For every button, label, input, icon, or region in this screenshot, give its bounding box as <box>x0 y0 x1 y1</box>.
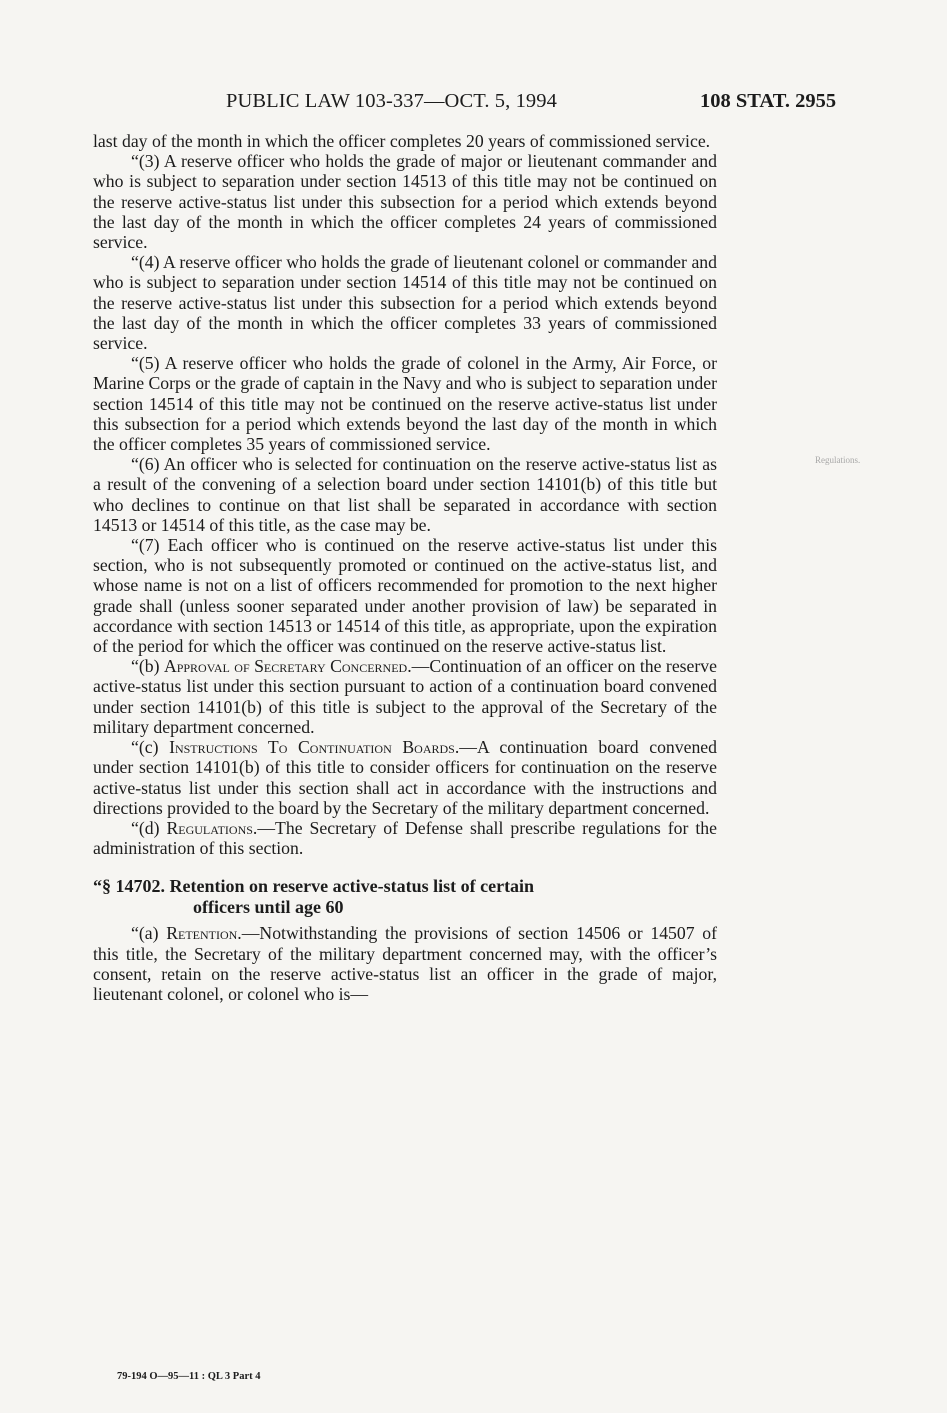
subsection-b-heading: Approval of Secretary Concerned. <box>163 656 412 677</box>
subsection-a-retention <box>93 923 717 1004</box>
paragraph-6: “(6) An officer who is selected for continuation on the reserve active-status list as a result of the convening of a selection board under section 14101(b) of this title but who declines to continue on that list shall be separated in accordance with section 14513 or 14514 of this title, as the case may be. <box>93 454 717 535</box>
paragraph-4: “(4) A reserve officer who holds the grade of lieutenant colonel or commander and who is subject to separation under section 14514 of this title may not be continued on the reserve active-status list under this subsection for a period which extends beyond the last day of the month in which the officer completes 33 years of commissioned service. <box>93 252 717 354</box>
subsection-d-prefix: “(d) <box>131 817 167 838</box>
retention-text: —Notwithstanding the provisions of section 14506 or 14507 of this title, the Secretary of the military department concerned may, with the officer’s consent, retain on the reserve active-status list an officer in the grade of major, lieutenant colonel, or colonel who is— <box>93 923 717 1004</box>
retention-prefix: “(a) <box>131 923 167 944</box>
section-heading <box>93 876 717 917</box>
subsection-d-text: —The Secretary of Defense shall prescribe regulations for the administration of this section. <box>93 817 717 859</box>
paragraph-3: “(3) A reserve officer who holds the grade of major or lieutenant commander and who is subject to separation under section 14513 of this title may not be continued on the reserve active-status list under this subsection for a period which extends beyond the last day of the month in which the officer completes 24 years of commissioned service. <box>93 151 717 253</box>
subsection-b-prefix: “(b) <box>131 656 164 677</box>
subsection-d <box>93 818 717 858</box>
section-heading-line2: officers until age 60 <box>193 896 344 917</box>
subsection-c-heading: Instructions To Continuation Boards. <box>169 737 460 758</box>
subsection-b <box>93 656 717 737</box>
subsection-c <box>93 737 717 818</box>
margin-note: Regulations. <box>815 455 861 465</box>
running-header-title: PUBLIC LAW 103-337—OCT. 5, 1994 <box>226 90 557 112</box>
print-footer: 79-194 O—95—11 : QL 3 Part 4 <box>117 1371 261 1382</box>
paragraph-7: “(7) Each officer who is continued on the reserve active-status list under this section, who is not subsequently promoted or continued on the active-status list, and whose name is not on a list of officers recommended for promotion to the next higher grade shall (unless sooner separated under another provision of law) be separated in accordance with section 14513 or 14514 of this title, as appropriate, upon the expiration of the period for which the officer was continued on the reserve active-status list. <box>93 535 717 657</box>
subsection-c-prefix: “(c) <box>131 737 170 758</box>
section-heading-line1: “§ 14702. Retention on reserve active-status list of certain <box>93 876 535 897</box>
stat-page-number: 108 STAT. 2955 <box>700 90 837 112</box>
retention-heading: Retention. <box>166 923 242 944</box>
law-text-body <box>93 131 717 1004</box>
paragraph-5: “(5) A reserve officer who holds the grade of colonel in the Army, Air Force, or Marine Corps or the grade of captain in the Navy and who is subject to separation under section 14514 of this title may not be continued on the reserve active-status list under this subsection for a period which extends beyond the last day of the month in which the officer completes 35 years of commissioned service. <box>93 353 717 455</box>
paragraph-continued: last day of the month in which the officer completes 20 years of commissioned service. <box>93 131 711 151</box>
subsection-c-text: —A continuation board convened under section 14101(b) of this title to consider officers for continuation on the reserve active-status list under this section shall act in accordance with the instructions and directions provided to the board by the Secretary of the military department concerned. <box>93 737 717 818</box>
subsection-d-heading: Regulations. <box>166 817 258 838</box>
subsection-b-text: —Continuation of an officer on the reserve active-status list under this section pursuant to action of a continuation board convened under section 14101(b) of this title is subject to the approval of the Secretary of the military department concerned. <box>93 656 717 737</box>
